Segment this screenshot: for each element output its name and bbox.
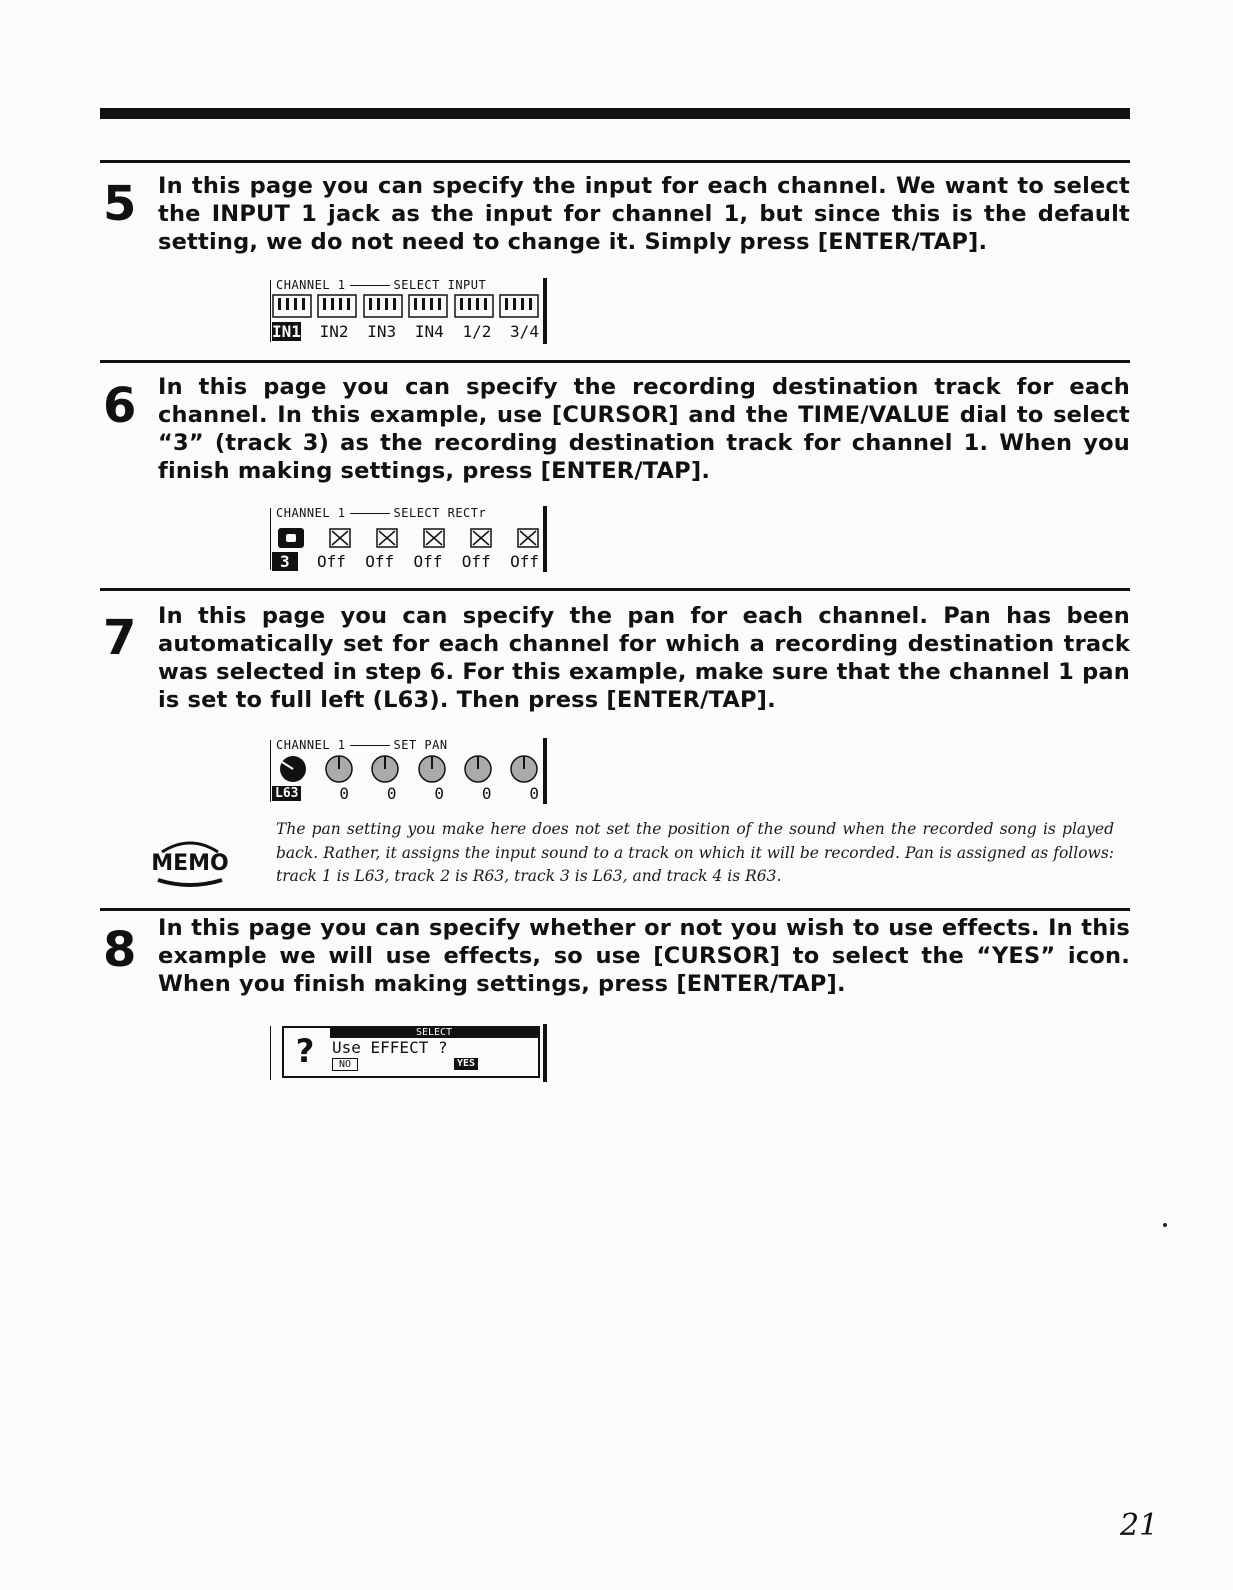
lcd-value: Off [317,552,346,571]
lcd-value-row [272,552,539,571]
lcd-channel-label: CHANNEL 1 [276,278,346,292]
input-slider-icon [408,294,448,318]
page-number: 21 [1120,1508,1159,1543]
memo-label: MEMO [151,851,229,876]
lcd-mode-label: SET PAN [393,738,448,752]
track-off-icon [376,528,398,548]
input-slider-icon [317,294,357,318]
lcd-channel-label: CHANNEL 1 [276,506,346,520]
lcd-value: Off [461,552,491,571]
pan-knob-icon [370,754,400,784]
step-text: In this page you can specify the pan for each channel. Pan has been automatically set for each channel for which a recording destination track was selected in step 6. For this example, make sure that the channel 1 pan is set to full left (L63). Then press [ENTER/TAP]. [158,603,1130,713]
question-icon [288,1032,322,1072]
track-off-icon [470,528,492,548]
input-slider-icon [499,294,539,318]
lcd-value: Off [365,552,395,571]
no-option: NO [332,1058,358,1071]
step-divider [100,360,1130,363]
yes-option-selected: YES [454,1058,478,1070]
lcd-icon-row [272,294,539,318]
input-slider-icon [454,294,494,318]
lcd-icon-row [272,528,539,548]
track-off-icon [423,528,445,548]
step-5 [100,160,1130,255]
step-number: 8 [103,922,137,978]
lcd-mode-label: SELECT INPUT [393,278,487,292]
lcd-header-line [350,285,390,286]
pan-knob-icon [509,754,539,784]
memo-icon [148,838,232,888]
step-divider [100,588,1130,591]
lcd-set-pan [270,738,547,804]
track-off-icon [517,528,539,548]
lcd-value-selected: L63 [272,786,301,801]
dialog-box [282,1026,540,1078]
step-7 [100,588,1130,713]
input-slider-icon [363,294,403,318]
lcd-header-line [350,513,390,514]
lcd-value-row [272,322,539,341]
lcd-value: Off [510,552,539,571]
pan-knob-selected-icon [278,754,308,784]
step-number: 7 [103,610,137,666]
dialog-question: Use EFFECT ? [332,1038,448,1057]
step-text: In this page you can specify whether or not you wish to use effects. In this example we will use effects, so use [CURSOR] to select the “YES” icon. When you finish making settings, press [ENTER/TAP]. [158,915,1130,997]
lcd-value: IN2 [319,322,349,341]
lcd-value: Off [413,552,443,571]
lcd-value: 0 [481,784,492,803]
lcd-select-rectr [270,506,547,572]
lcd-select-input [270,278,547,344]
lcd-use-effect [270,1024,547,1082]
lcd-value: 0 [529,784,539,803]
lcd-value: 3/4 [510,322,539,341]
lcd-value: 1/2 [462,322,492,341]
step-6 [100,360,1130,484]
step-number: 5 [103,176,137,232]
step-number: 6 [103,378,137,434]
pan-knob-icon [324,754,354,784]
step-divider [100,160,1130,163]
input-slider-icon [272,294,312,318]
memo-text: The pan setting you make here does not set the position of the sound when the recorded song is played back. Rather, it assigns the input sound to a track on which it will be recorded. Pan is assigned as follows: track 1 is L63, track 2 is R63, track 3 is L63, and track 4 is R63. [276,820,1114,885]
lcd-value: 0 [339,784,349,803]
step-text: In this page you can specify the input for each channel. We want to select the INPUT 1 jack as the input for channel 1, but since this is the default setting, we do not need to change it. Simply press [ENTER/TAP]. [158,173,1130,255]
step-8 [100,908,1130,997]
lcd-value: 0 [434,784,444,803]
page-speck [1163,1223,1167,1227]
pan-knob-icon [463,754,493,784]
lcd-channel-label: CHANNEL 1 [276,738,346,752]
step-text: In this page you can specify the recording destination track for each channel. In this example, use [CURSOR] and the TIME/VALUE dial to select “3” (track 3) as the recording destination track for channel 1. When you finish making settings, press [ENTER/TAP]. [158,374,1130,484]
lcd-value: IN4 [414,322,444,341]
track-selected-icon [278,528,304,548]
step-divider [100,908,1130,911]
lcd-value: IN3 [367,322,397,341]
lcd-value-selected: IN1 [272,322,301,341]
lcd-value-row [272,784,539,803]
svg-text:?: ? [295,1032,315,1070]
lcd-icon-row [272,754,539,784]
lcd-value-selected: 3 [272,552,298,571]
pan-knob-icon [417,754,447,784]
lcd-value: 0 [386,784,397,803]
top-rule [100,108,1130,119]
track-off-icon [329,528,351,548]
lcd-mode-label: SELECT RECTr [393,506,487,520]
dialog-title: SELECT [330,1028,538,1038]
lcd-header-line [350,745,390,746]
